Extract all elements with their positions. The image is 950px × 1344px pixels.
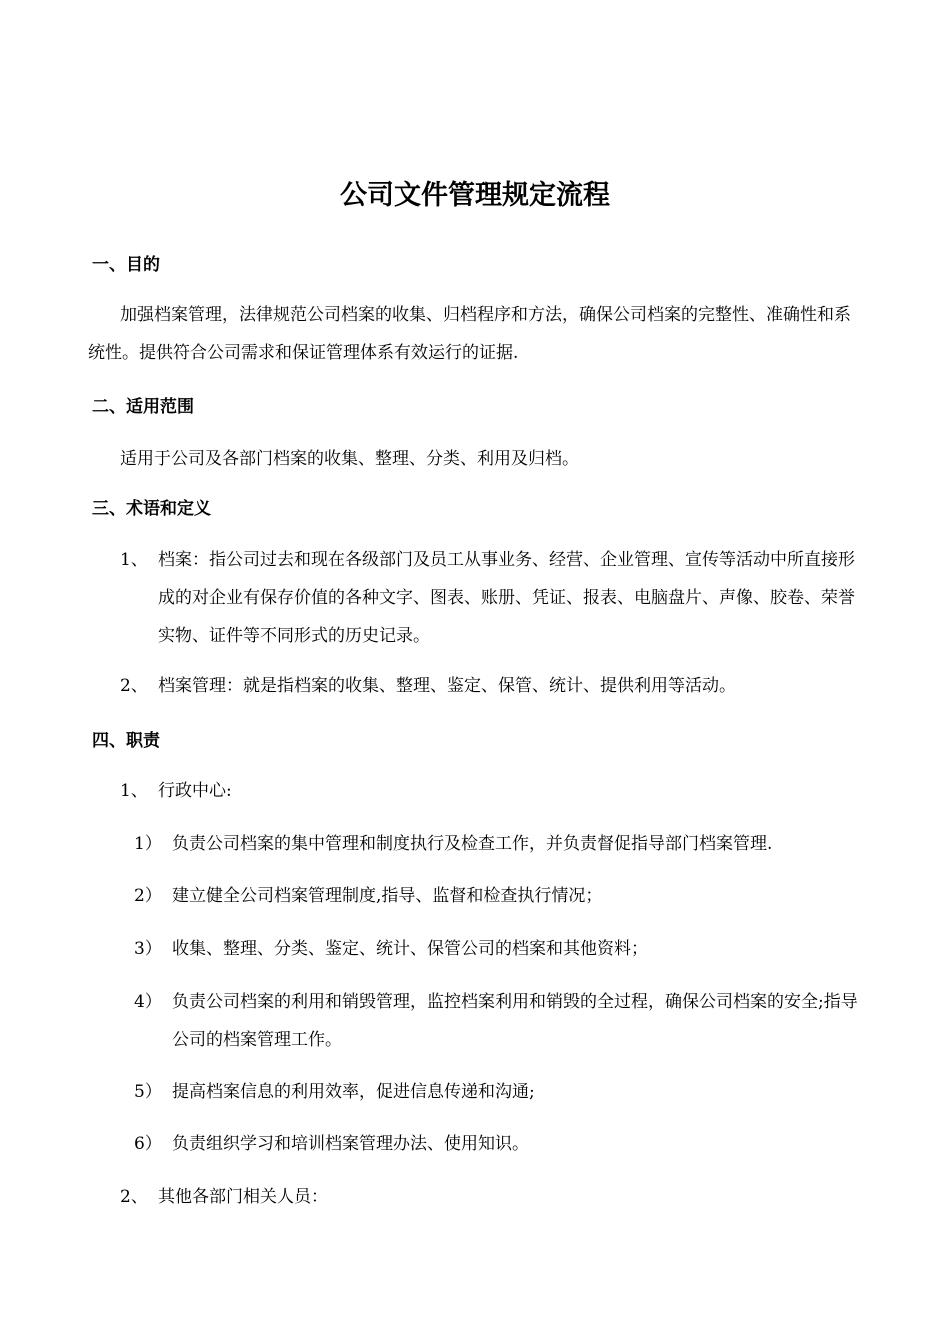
sub-list-item-number: 4）	[134, 992, 162, 1012]
page-title: 公司文件管理规定流程	[340, 180, 610, 211]
list-item-text: 档案：指公司过去和现在各级部门及员工从事业务、经营、企业管理、宣传等活动中所直接形成的对企业有保存价值的各种文字、图表、账册、凭证、报表、电脑盘片、声像、胶卷、荣誉实物、证件等不同形式的历史记录。	[158, 550, 855, 646]
sub-list-item-text: 负责公司档案的利用和销毁管理，监控档案利用和销毁的全过程，确保公司档案的安全;指导公司的档案管理工作。	[172, 992, 858, 1050]
list-item	[120, 541, 860, 655]
sub-list-item-text: 收集、整理、分类、鉴定、统计、保管公司的档案和其他资料；	[172, 939, 648, 959]
list-item-text: 档案管理：就是指档案的收集、整理、鉴定、保管、统计、提供利用等活动。	[158, 676, 736, 696]
list-item	[120, 772, 860, 810]
section-heading-definitions: 三、术语和定义	[92, 499, 211, 519]
list-item-number: 2、	[120, 1187, 148, 1207]
sub-list-item-number: 2）	[134, 886, 162, 906]
list-item-number: 1、	[120, 550, 148, 570]
sub-list-item	[134, 825, 860, 863]
list-item-number: 1、	[120, 781, 148, 801]
sub-list-item	[134, 930, 860, 968]
sub-list-item	[134, 877, 860, 915]
section-heading-responsibilities: 四、职责	[92, 731, 160, 751]
sub-list-item	[134, 1073, 860, 1111]
sub-list-item-text: 提高档案信息的利用效率，促进信息传递和沟通;	[172, 1082, 535, 1102]
list-item-text: 其他各部门相关人员：	[158, 1187, 328, 1207]
section-paragraph-scope: 适用于公司及各部门档案的收集、整理、分类、利用及归档。	[120, 449, 579, 469]
sub-list-item-text: 建立健全公司档案管理制度,指导、监督和检查执行情况；	[172, 886, 603, 906]
section-heading-purpose: 一、目的	[92, 255, 160, 275]
section-heading-scope: 二、适用范围	[92, 397, 194, 417]
list-item	[120, 667, 860, 705]
list-item	[120, 1178, 860, 1216]
sub-list-item-number: 5）	[134, 1082, 162, 1102]
sub-list-item-number: 6）	[134, 1134, 162, 1154]
list-item-number: 2、	[120, 676, 148, 696]
sub-list-item-text: 负责组织学习和培训档案管理办法、使用知识。	[172, 1134, 529, 1154]
sub-list-item	[134, 1125, 860, 1163]
list-item-text: 行政中心:	[158, 781, 232, 801]
sub-list-item-number: 1）	[134, 834, 162, 854]
sub-list-item-text: 负责公司档案的集中管理和制度执行及检查工作，并负责督促指导部门档案管理.	[172, 834, 773, 854]
section-paragraph-purpose: 加强档案管理，法律规范公司档案的收集、归档程序和方法，确保公司档案的完整性、准确性和系统性。提供符合公司需求和保证管理体系有效运行的证据.	[88, 305, 851, 363]
sub-list-item	[134, 983, 860, 1059]
sub-list-item-number: 3）	[134, 939, 162, 959]
